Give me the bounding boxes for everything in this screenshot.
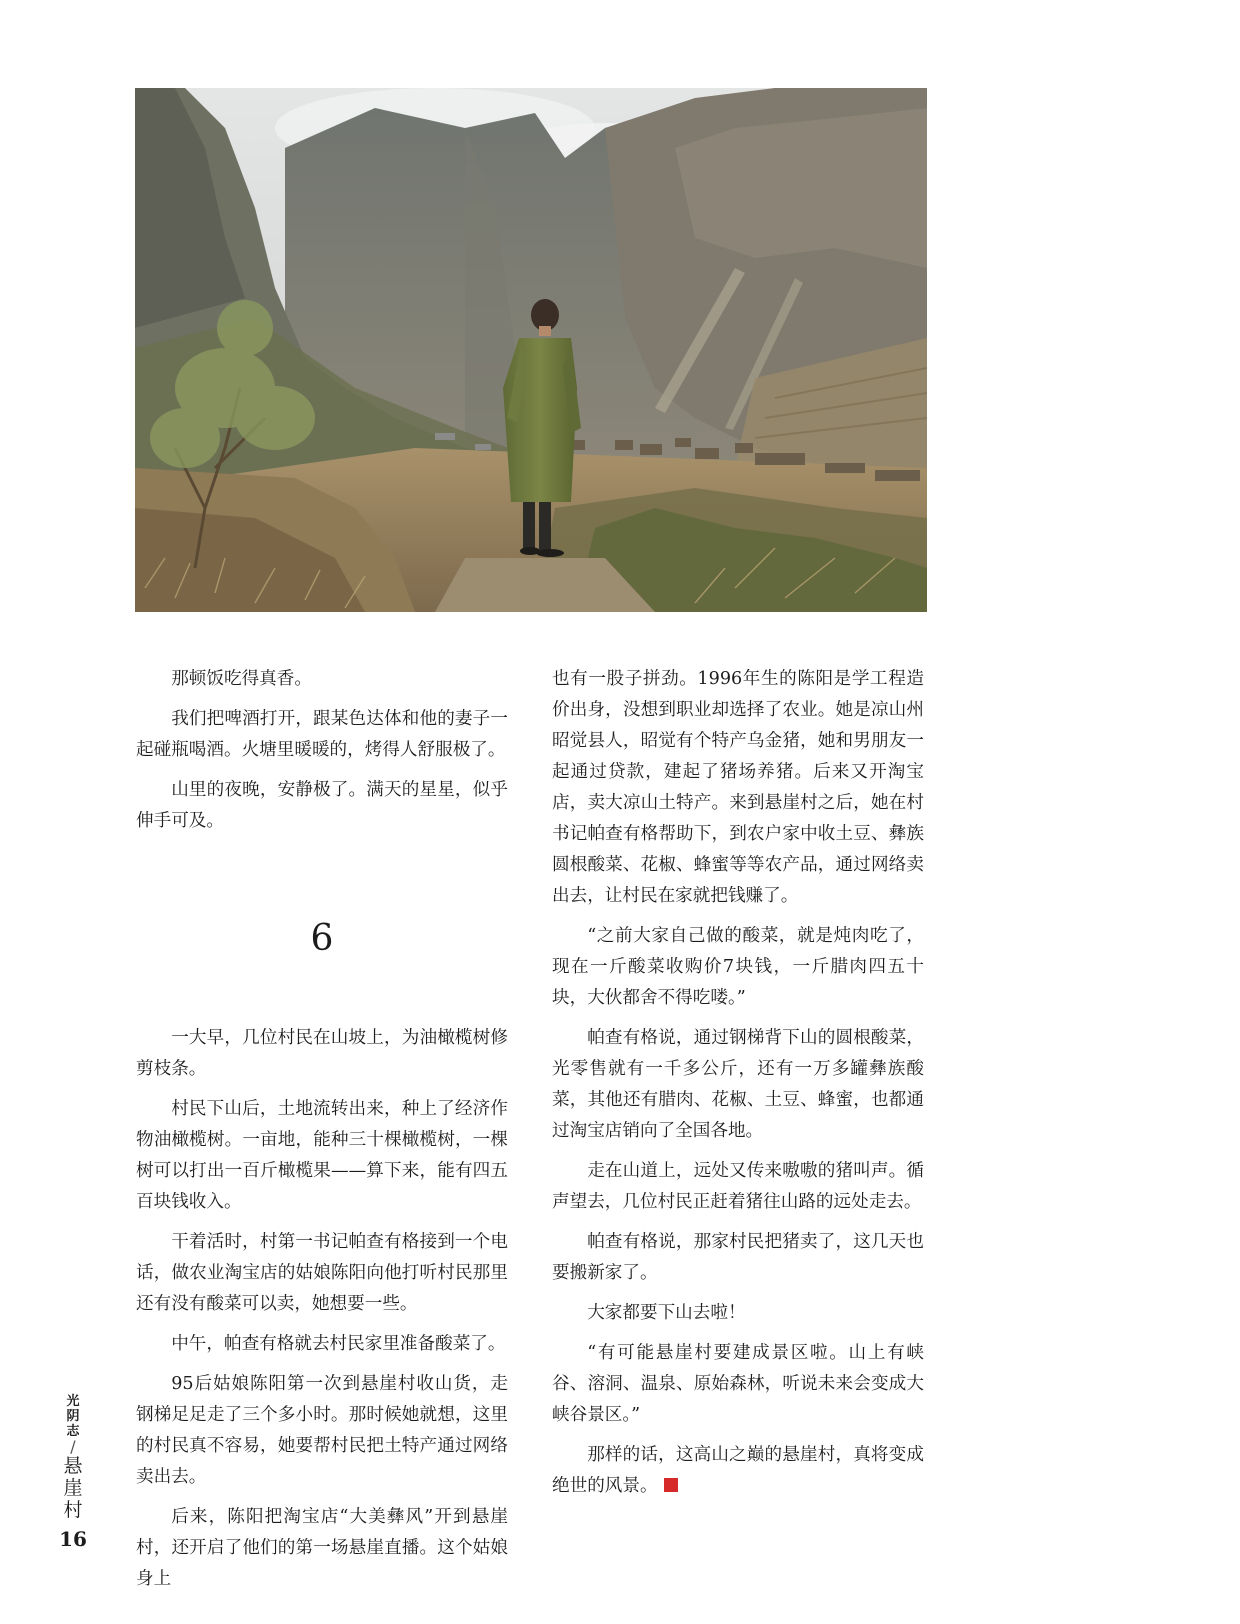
paragraph: 干着活时，村第一书记帕查有格接到一个电话，做农业淘宝店的姑娘陈阳向他打听村民那里还有没有酸菜可以卖，她想要一些。	[136, 1232, 508, 1314]
end-mark-icon	[664, 1478, 678, 1492]
paragraph: 走在山道上，远处又传来嗷嗷的猪叫声。循声望去，几位村民正赶着猪往山路的远处走去。	[552, 1161, 924, 1212]
left-text-column	[136, 664, 508, 1604]
section-name: 悬 崖 村	[63, 1455, 83, 1521]
paragraph: 我们把啤酒打开，跟某色达体和他的妻子一起碰瓶喝酒。火塘里暖暖的，烤得人舒服极了。	[136, 709, 508, 760]
paragraph-final	[552, 1440, 924, 1502]
mountain-photo-illustration	[135, 88, 927, 612]
paragraph: 村民下山后，土地流转出来，种上了经济作物油橄榄树。一亩地，能种三十棵橄榄树，一棵树可以打出一百斤橄榄果——算下来，能有四五百块钱收入。	[136, 1099, 508, 1212]
paragraph: 山里的夜晚，安静极了。满天的星星，似乎伸手可及。	[136, 780, 508, 831]
paragraph: 那顿饭吃得真香。	[171, 669, 312, 689]
paragraph: 中午，帕查有格就去村民家里准备酸菜了。	[171, 1334, 506, 1354]
right-text-column	[552, 664, 924, 1511]
paragraph: 大家都要下山去啦！	[587, 1303, 746, 1323]
paragraph: “有可能悬崖村要建成景区啦。山上有峡谷、溶洞、温泉、原始森林，听说未来会变成大峡谷景区。”	[552, 1343, 924, 1425]
paragraph: 也有一股子拼劲。1996年生的陈阳是学工程造价出身，没想到职业却选择了农业。她是凉山州昭觉县人，昭觉有个特产乌金猪，她和男朋友一起通过贷款，建起了猪场养猪。后来又开淘宝店，卖大凉山土特产。来到悬崖村之后，她在村书记帕查有格帮助下，到农户家中收土豆、彝族圆根酸菜、花椒、蜂蜜等等农产品，通过网络卖出去，让村民在家就把钱赚了。	[552, 669, 924, 906]
magazine-name: 光 阴 志	[66, 1394, 80, 1439]
paragraph: 后来，陈阳把淘宝店“大美彝风”开到悬崖村，还开启了他们的第一场悬崖直播。这个姑娘身上	[136, 1507, 508, 1589]
final-text: 那样的话，这高山之巅的悬崖村，真将变成绝世的风景。	[552, 1445, 924, 1496]
folio-slash: /	[70, 1437, 76, 1456]
page-number: 16	[59, 1527, 87, 1551]
page-folio	[58, 1394, 88, 1551]
section-number: 6	[310, 918, 334, 959]
paragraph: 一大早，几位村民在山坡上，为油橄榄树修剪枝条。	[136, 1028, 508, 1079]
paragraph: 帕查有格说，通过钢梯背下山的圆根酸菜，光零售就有一千多公斤，还有一万多罐彝族酸菜，其他还有腊肉、花椒、土豆、蜂蜜，也都通过淘宝店销向了全国各地。	[552, 1028, 924, 1141]
paragraph: 95后姑娘陈阳第一次到悬崖村收山货，走钢梯足足走了三个多小时。那时候她就想，这里的村民真不容易，她要帮村民把土特产通过网络卖出去。	[136, 1374, 508, 1487]
cover-photo	[135, 88, 927, 612]
paragraph: “之前大家自己做的酸菜，就是炖肉吃了，现在一斤酸菜收购价7块钱，一斤腊肉四五十块，大伙都舍不得吃喽。”	[552, 926, 924, 1008]
paragraph: 帕查有格说，那家村民把猪卖了，这几天也要搬新家了。	[552, 1232, 924, 1283]
